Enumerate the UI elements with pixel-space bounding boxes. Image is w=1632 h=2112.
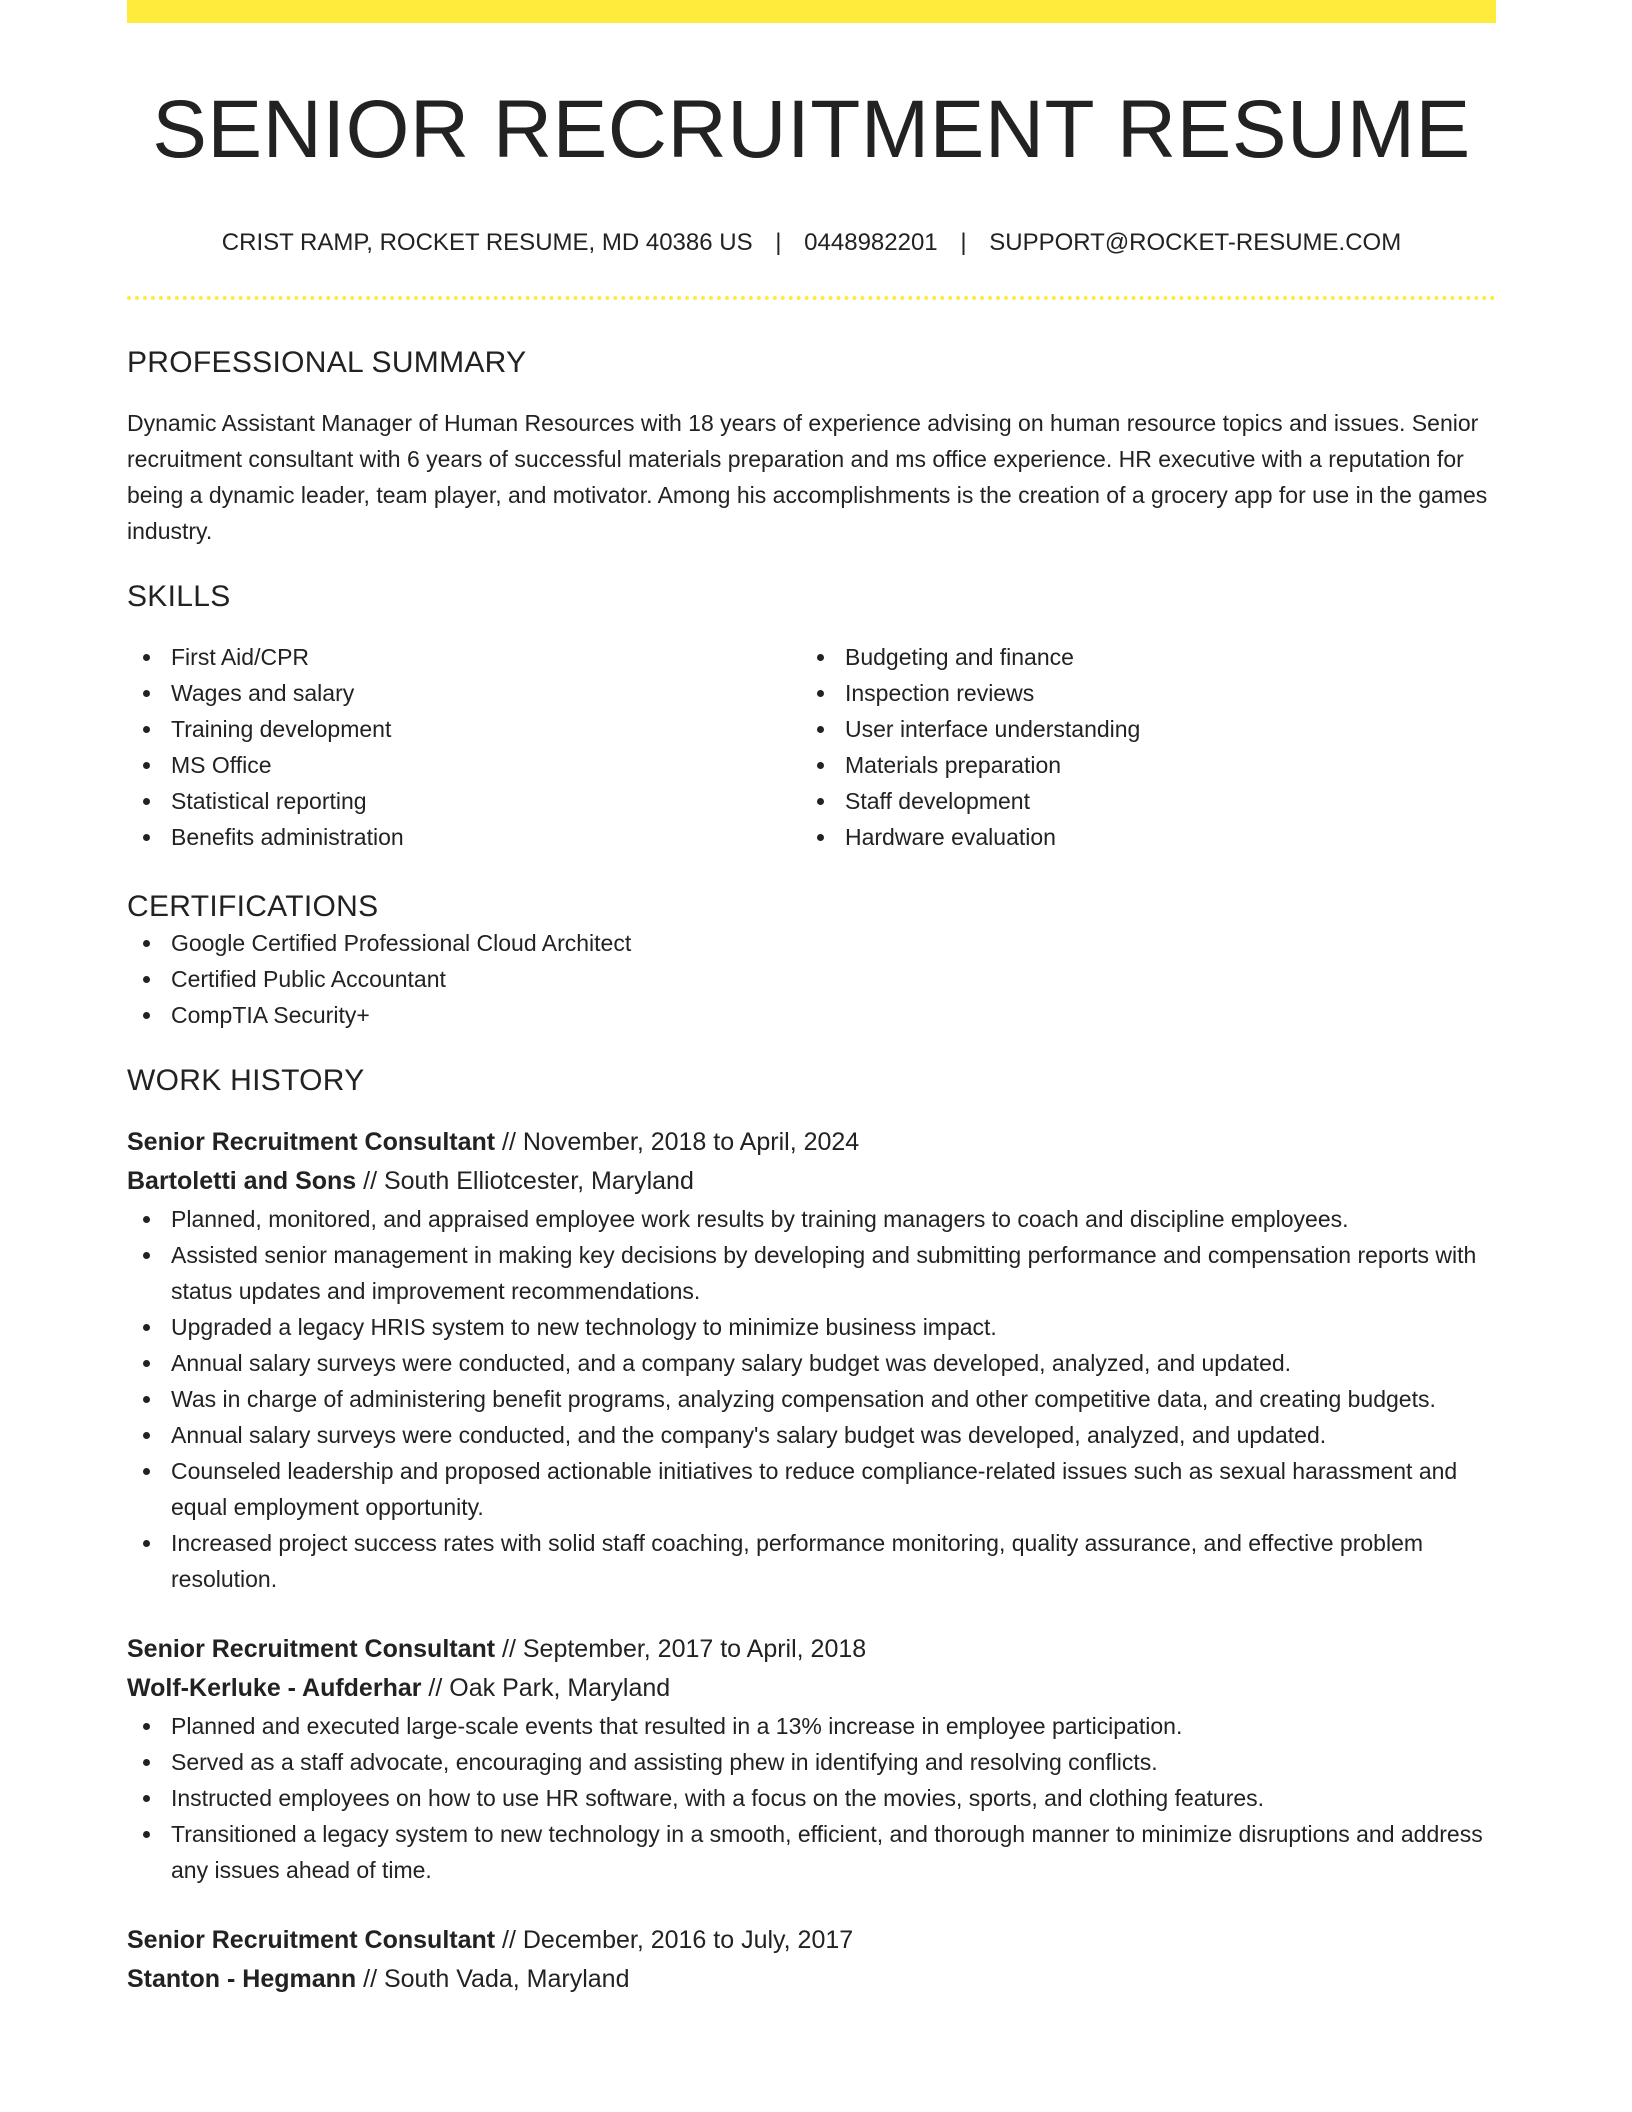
job-duty-text: Assisted senior management in making key decisions by developing and submitting performance and compensation reports with status updates and improvement recommendations. (171, 1242, 1477, 1304)
skill-label: Budgeting and finance (845, 644, 1074, 670)
skill-label: Staff development (845, 788, 1030, 814)
skill-item (801, 747, 1475, 783)
skills-heading: SKILLS (127, 580, 231, 613)
job-company-line (127, 1162, 1496, 1201)
bullet-icon (817, 690, 824, 697)
job-entry (127, 1921, 1496, 1999)
job-role-line (127, 1630, 1496, 1669)
job-role: Senior Recruitment Consultant (127, 1128, 496, 1156)
job-duty-text: Transitioned a legacy system to new technology in a smooth, efficient, and thorough manner to minimize disruptions and address any issues ahead of time. (171, 1821, 1483, 1883)
certifications-list (127, 925, 1496, 1033)
job-duty-text: Annual salary surveys were conducted, and a company salary budget was developed, analyzed, and updated. (171, 1350, 1292, 1376)
job-role-line (127, 1123, 1496, 1162)
skill-label: Inspection reviews (845, 680, 1035, 706)
bullet-icon (143, 1540, 150, 1547)
skill-item (127, 747, 801, 783)
job-duty (127, 1309, 1496, 1345)
bullet-icon (817, 726, 824, 733)
bullet-icon (143, 1795, 150, 1802)
skill-label: Wages and salary (171, 680, 355, 706)
bullet-icon (817, 834, 824, 841)
resume-title: SENIOR RECRUITMENT RESUME (152, 84, 1471, 175)
certification-label: Google Certified Professional Cloud Architect (171, 930, 632, 956)
job-duty-text: Upgraded a legacy HRIS system to new technology to minimize business impact. (171, 1314, 997, 1340)
bullet-icon (143, 1468, 150, 1475)
job-duty-text: Counseled leadership and proposed actionable initiatives to reduce compliance-related issues such as sexual harassment and equal employment opportunity. (171, 1458, 1458, 1520)
skill-label: MS Office (171, 752, 272, 778)
bullet-icon (143, 726, 150, 733)
skill-item (127, 711, 801, 747)
job-location: // Oak Park, Maryland (421, 1674, 671, 1702)
job-duty (127, 1417, 1496, 1453)
bullet-icon (143, 690, 150, 697)
job-role-line (127, 1921, 1496, 1960)
job-duty-text: Was in charge of administering benefit programs, analyzing compensation and other competitive data, and creating budgets. (171, 1386, 1436, 1412)
bullet-icon (143, 798, 150, 805)
job-duty (127, 1237, 1496, 1309)
job-duty (127, 1708, 1496, 1744)
skill-label: First Aid/CPR (171, 644, 310, 670)
job-location: // South Vada, Maryland (356, 1965, 630, 1993)
work-history-heading: WORK HISTORY (127, 1064, 365, 1097)
skills-grid (127, 639, 1496, 855)
bullet-icon (817, 762, 824, 769)
bullet-icon (143, 1252, 150, 1259)
bullet-icon (143, 1759, 150, 1766)
skill-item (801, 639, 1475, 675)
job-company: Wolf-Kerluke - Aufderhar (127, 1674, 422, 1702)
skills-list-right (801, 639, 1475, 855)
job-duty (127, 1816, 1496, 1888)
job-duty-text: Instructed employees on how to use HR software, with a focus on the movies, sports, and clothing features. (171, 1785, 1265, 1811)
skill-label: User interface understanding (845, 716, 1141, 742)
job-dates: // December, 2016 to July, 2017 (495, 1926, 854, 1954)
skill-item (127, 639, 801, 675)
skills-list-left (127, 639, 801, 855)
certification-label: Certified Public Accountant (171, 966, 446, 992)
bullet-icon (817, 798, 824, 805)
certification-item (127, 925, 1496, 961)
job-dates: // November, 2018 to April, 2024 (495, 1128, 860, 1156)
skill-item (801, 819, 1475, 855)
contact-separator: | (775, 229, 782, 256)
job-company-line (127, 1960, 1496, 1999)
job-duty (127, 1780, 1496, 1816)
job-duty (127, 1201, 1496, 1237)
bullet-icon (143, 1216, 150, 1223)
bullet-icon (143, 1723, 150, 1730)
contact-address: CRIST RAMP, ROCKET RESUME, MD 40386 US (221, 229, 753, 256)
job-duties-list (127, 1708, 1496, 1888)
bullet-icon (143, 1831, 150, 1838)
skill-item (801, 675, 1475, 711)
certification-item (127, 997, 1496, 1033)
job-duty-text: Planned, monitored, and appraised employee work results by training managers to coach and discipline employees. (171, 1206, 1349, 1232)
job-duty (127, 1381, 1496, 1417)
job-role: Senior Recruitment Consultant (127, 1926, 496, 1954)
bullet-icon (143, 834, 150, 841)
skill-label: Hardware evaluation (845, 824, 1056, 850)
job-duty (127, 1345, 1496, 1381)
skill-item (127, 675, 801, 711)
skill-item (127, 783, 801, 819)
skills-column-right (801, 639, 1475, 855)
summary-text: Dynamic Assistant Manager of Human Resources with 18 years of experience advising on human resource topics and issues. Senior recruitment consultant with 6 years of successful materials preparation and ms office experience. HR executive with a reputation for being a dynamic leader, team player, and motivator. Among his accomplishments is the creation of a grocery app for use in the games industry. (127, 410, 1488, 544)
bullet-icon (143, 1396, 150, 1403)
bullet-icon (817, 654, 824, 661)
skill-item (127, 819, 801, 855)
dotted-divider (127, 296, 1496, 300)
job-entry (127, 1630, 1496, 1888)
top-accent-bar (127, 0, 1496, 23)
job-company: Bartoletti and Sons (127, 1167, 357, 1195)
job-duty (127, 1525, 1496, 1597)
bullet-icon (143, 1324, 150, 1331)
job-duty-text: Annual salary surveys were conducted, and the company's salary budget was developed, analyzed, and updated. (171, 1422, 1327, 1448)
bullet-icon (143, 654, 150, 661)
job-duty-text: Planned and executed large-scale events that resulted in a 13% increase in employee participation. (171, 1713, 1183, 1739)
bullet-icon (143, 1012, 150, 1019)
certifications-heading: CERTIFICATIONS (127, 890, 379, 923)
skill-label: Materials preparation (845, 752, 1062, 778)
skill-item (801, 711, 1475, 747)
certification-item (127, 961, 1496, 997)
job-duty-text: Increased project success rates with solid staff coaching, performance monitoring, quality assurance, and effective problem resolution. (171, 1530, 1424, 1592)
bullet-icon (143, 1432, 150, 1439)
job-duty (127, 1744, 1496, 1780)
job-duty (127, 1453, 1496, 1525)
contact-separator: | (960, 229, 967, 256)
summary-heading: PROFESSIONAL SUMMARY (127, 346, 527, 379)
job-company-line (127, 1669, 1496, 1708)
skill-item (801, 783, 1475, 819)
bullet-icon (143, 1360, 150, 1367)
bullet-icon (143, 976, 150, 983)
job-role: Senior Recruitment Consultant (127, 1635, 496, 1663)
job-duties-list (127, 1201, 1496, 1597)
contact-line (127, 228, 1496, 258)
bullet-icon (143, 762, 150, 769)
skill-label: Training development (171, 716, 392, 742)
certification-label: CompTIA Security+ (171, 1002, 370, 1028)
contact-email: SUPPORT@ROCKET-RESUME.COM (989, 229, 1402, 256)
job-company: Stanton - Hegmann (127, 1965, 357, 1993)
job-duty-text: Served as a staff advocate, encouraging and assisting phew in identifying and resolving conflicts. (171, 1749, 1158, 1775)
job-dates: // September, 2017 to April, 2018 (495, 1635, 867, 1663)
job-entry (127, 1123, 1496, 1597)
job-location: // South Elliotcester, Maryland (356, 1167, 694, 1195)
resume-content (127, 0, 1496, 1999)
skills-column-left (127, 639, 801, 855)
bullet-icon (143, 940, 150, 947)
contact-phone: 0448982201 (804, 229, 938, 256)
skill-label: Benefits administration (171, 824, 404, 850)
skill-label: Statistical reporting (171, 788, 367, 814)
